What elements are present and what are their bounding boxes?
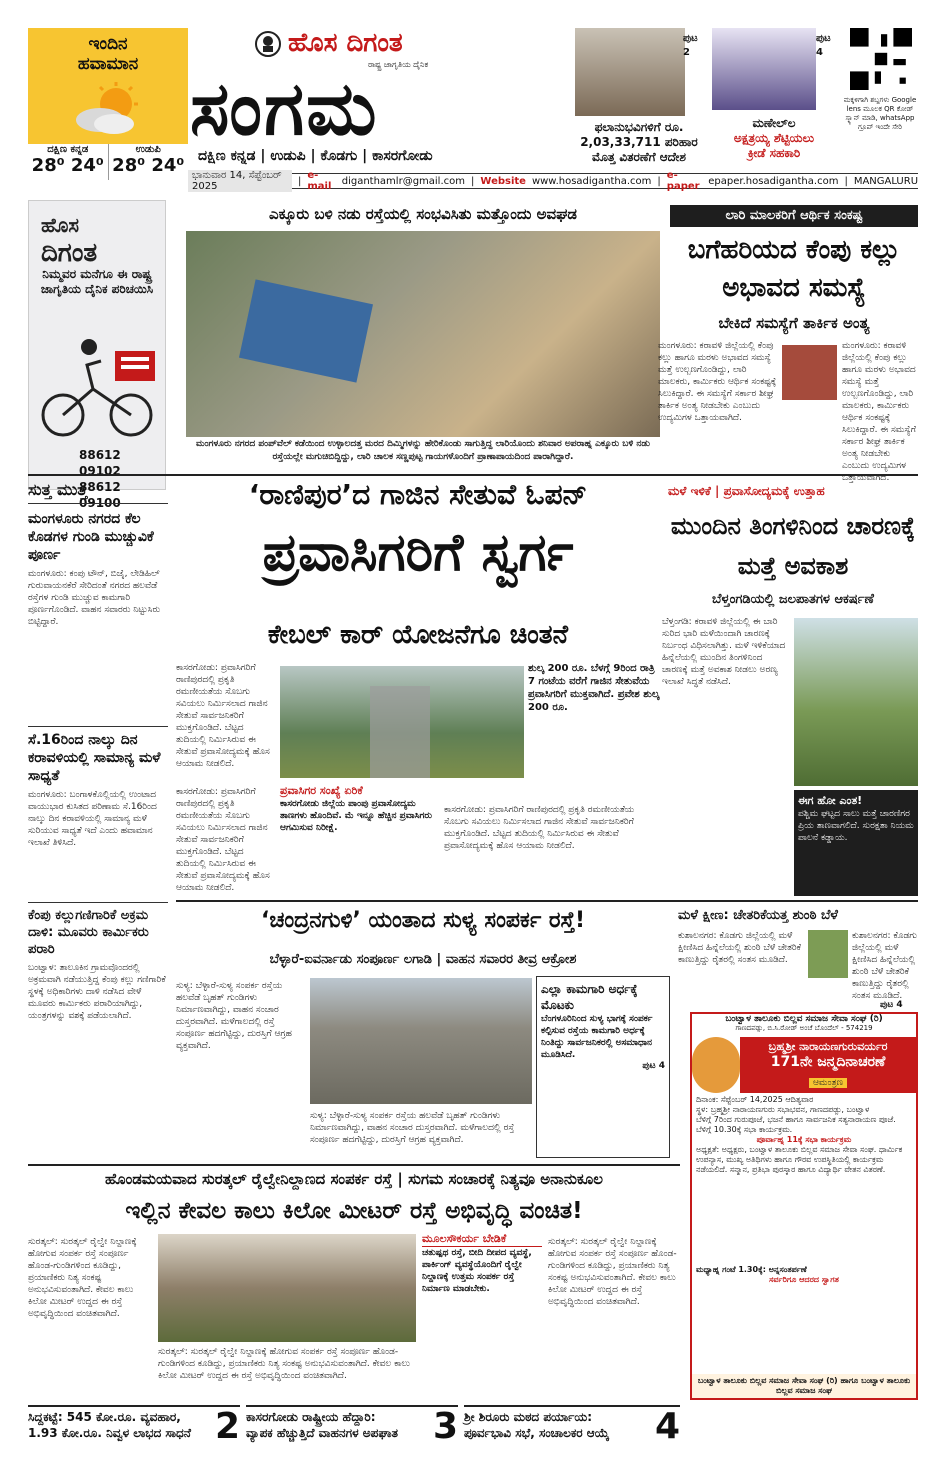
qr-caption: ಮಕ್ಕಳಿಗಾಗಿ ಶಬ್ದಗಳು Google lens ಮೂಲಕ QR ಕೋಡ್ ಸ್ಕ್ಯಾನ್ ಮಾಡಿ, whatsApp ಗ್ರೂಪ್ ಇಂದೇ ಸೇರಿ [843, 96, 917, 131]
story1-caption: ಮಂಗಳೂರು ನಗರದ ಪಂಪ್‌ವೆಲ್ ಕಡೆಯಿಂದ ಉಳ್ಳಾಲದತ್ತ ಮರದ ದಿಮ್ಮಿಗಳನ್ನು ಹೇರಿಕೊಂಡು ಸಾಗುತ್ತಿದ್ದ ಲಾರಿಯೊಂದು ಶನಿವಾರ ಅಪರಾಹ್ನ ಎಕ್ಕೂರು ಬಳಿ ನಡು ರಸ್ತೆಯಲ್ಲೇ ಮಗುಚಿಬಿದ್ದಿದ್ದು, ಲಾರಿ ಚಾಲಕ ಸಣ್ಣಪುಟ್ಟ ಗಾಯಗಳೊಂದಿಗೆ ಪ್ರಾಣಾಪಾಯದಿಂದ ಪಾರಾಗಿದ್ದಾರೆ. [196, 439, 650, 462]
email-link[interactable]: diganthamlr@gmail.com [341, 175, 466, 187]
story3-kicker: ಮಳೆ ಇಳಿಕೆ | ಪ್ರವಾಸೋದ್ಯಮಕ್ಕೆ ಉತ್ತಾಹ [668, 484, 825, 498]
notice-venue: ಸ್ಥಳ: ಬ್ರಹ್ಮಶ್ರೀ ನಾರಾಯಣಗುರು ಸಭಾಭವನ, ಗಾಣದಪಡ್ಪು, ಬಂಟ್ವಾಳ [696, 1105, 870, 1114]
teaser-line: ವ್ಯಾಪಕ ಹೆಚ್ಚುತ್ತಿದೆ ವಾಹನಗಳ ಅಪಘಾತ [246, 1426, 398, 1440]
epaper-label: e-paper [666, 170, 700, 192]
notice-date: ದಿನಾಂಕ: ಸೆಪ್ಟೆಂಬರ್ 14,2025 ಆದಿತ್ಯವಾರ [696, 1095, 814, 1104]
lead-headline: ಪ್ರವಾಸಿಗರಿಗೆ ಸ್ವರ್ಗ [262, 523, 574, 583]
story2-subhead: ಬೇಕಿದೆ ಸಮಸ್ಯೆಗೆ ತಾರ್ಕಿಕ ಅಂತ್ಯ [718, 314, 870, 332]
story2-body-col2: ಮಂಗಳೂರು: ಕರಾವಳಿ ಜಿಲ್ಲೆಯಲ್ಲಿ ಕೆಂಪು ಕಲ್ಲು ಹಾಗೂ ಮರಳು ಅಭಾವದ ಸಮಸ್ಯೆ ಮತ್ತೆ ಉಲ್ಬಣಗೊಂಡಿದ್ದು, ಲಾರಿ ಮಾಲಕರು, ಕಾರ್ಮಿಕರು ಆರ್ಥಿಕ ಸಂಕಷ್ಟಕ್ಕೆ ಸಿಲುಕಿದ್ದಾರೆ. ಈ ಸಮಸ್ಯೆಗೆ ಸರ್ಕಾರ ಶೀಘ್ರ ತಾರ್ಕಿಕ ಅಂತ್ಯ ನೀಡಬೇಕು ಎಂಬುದು ಉದ್ಯಮಿಗಳ ಒತ್ತಾಯವಾಗಿದೆ. [842, 341, 916, 483]
notice-footer: ಸರ್ವರಿಗೂ ಆದರದ ಸ್ವಾಗತ [769, 1275, 839, 1284]
story6-kicker: ಹೊಂಡಮಯವಾದ ಸುರತ್ಕಲ್ ರೈಲ್ವೇನಿಲ್ದಾಣದ ಸಂಪರ್ಕ ರಸ್ತೆ | ಸುಗಮ ಸಂಚಾರಕ್ಕೆ ನಿತ್ಯವೂ ಅನಾನುಕೂಲ [105, 1170, 603, 1188]
column-item-2[interactable] [28, 726, 168, 899]
story1-kicker: ಎಕ್ಕೂರು ಬಳಿ ನಡು ರಸ್ತೆಯಲ್ಲಿ ಸಂಭವಿಸಿತು ಮತ್ತೊಂದು ಅವಘಡ [269, 205, 577, 223]
story6-box-title: ಮೂಲಸೌಕರ್ಯ ಬೇಡಿಕೆ [422, 1232, 542, 1247]
story2-headline: ಬಗೆಹರಿಯದ ಕೆಂಪು ಕಲ್ಲು ಅಭಾವದ ಸಮಸ್ಯೆ [687, 235, 901, 303]
story3-box-body: ಪಶ್ಚಿಮ ಘಟ್ಟದ ಸಾಲು ಮತ್ತೆ ಚಾರಣಿಗರ ಪ್ರಿಯ ತಾಣವಾಗಲಿದೆ. ಸುರಕ್ಷತಾ ನಿಯಮ ಪಾಲನೆ ಕಡ್ಡಾಯ. [798, 809, 914, 843]
sidebox-title: ಪ್ರವಾಸಿಗರ ಸಂಖ್ಯೆ ಏರಿಕೆ [280, 784, 363, 797]
notice-org-footer: ಬಂಟ್ವಾಳ ತಾಲೂಕು ಬಿಲ್ಲವ ಸಮಾಜ ಸೇವಾ ಸಂಘ (ರಿ) ಹಾಗೂ ಬಂಟ್ವಾಳ ತಾಲೂಕು ಬಿಲ್ಲವ ಸಮಾಜ ಸಂಘ [692, 1374, 916, 1398]
story6-headline: ಇಲ್ಲಿನ ಕೇವಲ ಕಾಲು ಕಿಲೋ ಮೀಟರ್ ರಸ್ತೆ ಅಭಿವೃದ್ಧಿ ವಂಚಿತ! [125, 1198, 583, 1224]
city-temp: 28⁰ 24⁰ [31, 155, 104, 176]
top-box-2-caption [712, 116, 836, 161]
continued-page[interactable]: ಪುಟ 4 [642, 1061, 665, 1071]
date-bar: ಭಾನುವಾರ 14, ಸೆಪ್ಟೆಂಬರ್ 2025 | e-mail diganthamlr@gmail.com | Website www.hosadigantha.com | e-paper epaper.hosadigantha.com | MANGALURU [188, 173, 918, 189]
overturned-truck [239, 279, 373, 382]
epaper-link[interactable]: epaper.hosadigantha.com [708, 175, 839, 187]
story3-kicker-1: ಮಳೆ ಇಳಿಕೆ [668, 484, 711, 498]
caption-line: ಫಲಾನುಭವಿಗಳಿಗೆ ರೂ. [594, 120, 684, 134]
lead-body-col3: ಕಾಸರಗೋಡು: ಪ್ರವಾಸಿಗರಿಗೆ ರಾಣಿಪುರದಲ್ಲಿ ಪ್ರಕೃತಿ ರಮಣೀಯತೆಯ ಸೊಬಗು ಸವಿಯಲು ನಿರ್ಮಿಸಲಾದ ಗಾಜಿನ ಸೇತುವೆ ಸಾರ್ವಜನಿಕರಿಗೆ ಮುಕ್ತಗೊಂಡಿದೆ. ಬೆಟ್ಟದ ತುದಿಯಲ್ಲಿ ನಿರ್ಮಿಸಿರುವ ಈ ಸೇತುವೆ ಪ್ರವಾಸೋದ್ಯಮಕ್ಕೆ ಹೊಸ ಆಯಾಮ ನೀಡಲಿದೆ. [444, 805, 635, 851]
story4-box-title: ಎಲ್ಲಾ ಕಾಮಗಾರಿ ಅರ್ಧಕ್ಕೆ ಮೊಟಕು [541, 982, 638, 1012]
story2-body: ಮಂಗಳೂರು: ಕರಾವಳಿ ಜಿಲ್ಲೆಯಲ್ಲಿ ಕೆಂಪು ಕಲ್ಲು ಹಾಗೂ ಮರಳು ಅಭಾವದ ಸಮಸ್ಯೆ ಮತ್ತೆ ಉಲ್ಬಣಗೊಂಡಿದ್ದು, ಲಾರಿ ಮಾಲಕರು, ಕಾರ್ಮಿಕರು ಆರ್ಥಿಕ ಸಂಕಷ್ಟಕ್ಕೆ ಸಿಲುಕಿದ್ದಾರೆ. ಈ ಸಮಸ್ಯೆಗೆ ಸರ್ಕಾರ ಶೀಘ್ರ ತಾರ್ಕಿಕ ಅಂತ್ಯ ನೀಡಬೇಕು ಎಂಬುದು ಉದ್ಯಮಿಗಳ ಒತ್ತಾಯವಾಗಿದೆ. [658, 341, 777, 423]
edition-city: MANGALURU [853, 175, 919, 187]
story2-kicker: ಲಾರಿ ಮಾಲಕರಿಗೆ ಆರ್ಥಿಕ ಸಂಕಷ್ಟ [670, 205, 918, 227]
story5-headline: ಮಳೆ ಕ್ಷೀಣ: ಚೇತರಿಕೆಯತ್ತ ಶುಂಠಿ ಬೆಳೆ [678, 908, 838, 923]
station-road-photo [158, 1234, 416, 1342]
city-temp: 28⁰ 24⁰ [112, 155, 185, 176]
notice-lunch: ಮಧ್ಯಾಹ್ನ ಗಂಟೆ 1.30ಕ್ಕೆ: ಅನ್ನಸಂತರ್ಪಣೆ [696, 1265, 807, 1274]
ad-phone-1[interactable]: 88612 09102 [79, 448, 121, 478]
sidebox-body: ಕಾಸರಗೋಡು ಜಿಲ್ಲೆಯ ಪಾಂಪು ಪ್ರವಾಸೋದ್ಯಮ ತಾಣಗಳು ಹೊಂದಿವೆ. ಮೆ ಇನ್ನೂ ಹೆಚ್ಚಿನ ಪ್ರವಾಸಿಗರು ಆಗಮಿಸುವ ನಿರೀಕ್ಷೆ. [280, 799, 432, 833]
story6-box [420, 1230, 544, 1398]
city-name: ಉಡುಪಿ [135, 144, 161, 155]
caption-line: ಮೊತ್ತ ವಿತರಣೆಗೆ ಆದೇಶ [592, 150, 686, 164]
teaser-line: ಕಾಸರಗೋಡು ರಾಷ್ಟ್ರೀಯ ಹೆದ್ದಾರಿ: [246, 1410, 376, 1424]
teaser-page-number: 2 [214, 1406, 240, 1447]
teaser-page-number: 3 [432, 1406, 458, 1447]
masthead-top: ಹೊಸ ದಿಗಂತ [288, 28, 403, 58]
lead-body: ಕಾಸರಗೋಡು: ಪ್ರವಾಸಿಗರಿಗೆ ರಾಣಿಪುರದಲ್ಲಿ ಪ್ರಕೃತಿ ರಮಣೀಯತೆಯ ಸೊಬಗು ಸವಿಯಲು ನಿರ್ಮಿಸಲಾದ ಗಾಜಿನ ಸೇತುವೆ ಸಾರ್ವಜನಿಕರಿಗೆ ಮುಕ್ತಗೊಂಡಿದೆ. ಬೆಟ್ಟದ ತುದಿಯಲ್ಲಿ ನಿರ್ಮಿಸಿರುವ ಈ ಸೇತುವೆ ಪ್ರವಾಸೋದ್ಯಮಕ್ಕೆ ಹೊಸ ಆಯಾಮ ನೀಡಲಿದೆ. [176, 663, 270, 769]
masthead-regions: ದಕ್ಷಿಣ ಕನ್ನಡ | ಉಡುಪಿ | ಕೊಡಗು | ಕಾಸರಗೋಡು [198, 148, 433, 164]
cyclist-icon [35, 331, 163, 441]
glass-bridge-photo [280, 666, 524, 778]
column-body: ಮಂಗಳೂರು: ಬಂಗಾಳಕೊಲ್ಲಿಯಲ್ಲಿ ಉಂಟಾದ ವಾಯುಭಾರ ಕುಸಿತದ ಪರಿಣಾಮ ಸೆ.16ರಿಂದ ನಾಲ್ಕು ದಿನ ಕರಾವಳಿಯಲ್ಲಿ ಸಾಮಾನ್ಯ ಮಳೆ ಸುರಿಯುವ ಸಾಧ್ಯತೆ ಇದೆ ಎಂದು ಹವಾಮಾನ ಇಲಾಖೆ ತಿಳಿಸಿದೆ. [28, 790, 157, 848]
weather-city-dk [28, 144, 109, 180]
story6-body-col2: ಸುರತ್ಕಲ್: ಸುರತ್ಕಲ್ ರೈಲ್ವೇ ನಿಲ್ದಾಣಕ್ಕೆ ಹೋಗುವ ಸಂಪರ್ಕ ರಸ್ತೆ ಸಂಪೂರ್ಣ ಹೊಂಡ-ಗುಂಡಿಗಳಿಂದ ಕೂಡಿದ್ದು, ಪ್ರಯಾಣಿಕರು ನಿತ್ಯ ಸಂಕಷ್ಟ ಅನುಭವಿಸುವಂತಾಗಿದೆ. ಕೇವಲ ಕಾಲು ಕಿಲೋ ಮೀಟರ್ ಉದ್ದದ ಈ ರಸ್ತೆ ಅಭಿವೃದ್ಧಿಯಿಂದ ವಂಚಿತವಾಗಿದೆ. [158, 1347, 411, 1381]
guru-portrait [692, 1037, 740, 1093]
sun-cloud-icon [74, 80, 144, 140]
jayanti-notice-ad [690, 1012, 918, 1400]
page-ref: ಪುಟ 2 [683, 33, 698, 58]
lead-subhead: ಕೇಬಲ್ ಕಾರ್ ಯೋಜನೆಗೂ ಚಿಂತನೆ [267, 620, 569, 650]
newspaper-logo-icon [254, 30, 282, 58]
story4-subhead: ಬೆಳ್ಳಾರೆ-ಐವರ್ನಾಡು ಸಂಪೂರ್ಣ ಲಗಾಡಿ | ವಾಹನ ಸವಾರರ ತೀವ್ರ ಆಕ್ರೋಶ [269, 952, 577, 967]
page-ref: ಪುಟ 4 [816, 33, 831, 58]
top-box-2-photo [712, 28, 816, 110]
teaser-page-number: 4 [654, 1406, 680, 1447]
teaser-line: 1.93 ಕೋ.ರೂ. ನಿವ್ವಳ ಲಾಭದ ಸಾಧನೆ [28, 1426, 191, 1440]
ad-tagline: ನಿಮ್ಮವರ ಮನೆಗೂ ಈ ರಾಷ್ಟ್ರ ಜಾಗೃತಿಯ ದೈನಿಕ ಪರಿಚಯಿಸಿ [40, 267, 154, 296]
ad-phone-2[interactable]: 88612 09100 [79, 480, 121, 510]
story5-body: ಕುಶಾಲನಗರ: ಕೊಡಗು ಜಿಲ್ಲೆಯಲ್ಲಿ ಮಳೆ ಕ್ಷೀಣಿಸಿದ ಹಿನ್ನೆಲೆಯಲ್ಲಿ ಶುಂಠಿ ಬೆಳೆ ಚೇತರಿಕೆ ಕಾಣುತ್ತಿದ್ದು ರೈತರಲ್ಲಿ ಸಂತಸ ಮೂಡಿದೆ. [678, 931, 802, 965]
section-divider [176, 900, 918, 902]
story3-box [794, 790, 918, 896]
website-label: Website [480, 175, 526, 187]
weather-box [28, 28, 188, 180]
website-link[interactable]: www.hosadigantha.com [531, 175, 652, 187]
section-divider [28, 474, 918, 476]
bottom-teaser-1[interactable] [28, 1405, 240, 1445]
column-headline: ಕೆಂಪು ಕಲ್ಲುಗಣಿಗಾರಿಕೆ ಅಕ್ರಮ ದಾಳಿ: ಮೂವರು ಕಾರ್ಮಿಕರು ಪರಾರಿ [28, 908, 149, 957]
story5-body-col2: ಕುಶಾಲನಗರ: ಕೊಡಗು ಜಿಲ್ಲೆಯಲ್ಲಿ ಮಳೆ ಕ್ಷೀಣಿಸಿದ ಹಿನ್ನೆಲೆಯಲ್ಲಿ ಶುಂಠಿ ಬೆಳೆ ಚೇತರಿಕೆ ಕಾಣುತ್ತಿದ್ದು ರೈತರಲ್ಲಿ ಸಂತಸ ಮೂಡಿದೆ. [852, 931, 917, 1001]
story4-box [536, 976, 670, 1158]
column-headline: ಮಂಗಳೂರು ನಗರದ ಕೆಲ ಕೊಡಗಳ ಗುಂಡಿ ಮುಚ್ಚುವಿಕೆ ಪೂರ್ಣ [28, 511, 154, 563]
column-item-1[interactable] [28, 510, 168, 718]
lead-fare-box: ಶುಲ್ಕ 200 ರೂ. ಬೆಳಗ್ಗೆ 9ರಿಂದ ರಾತ್ರಿ 7 ಗಂಟೆಯ ವರೆಗೆ ಗಾಜಿನ ಸೇತುವೆಯ ಪ್ರವಾಸಿಗರಿಗೆ ಮುಕ್ತವಾಗಿದೆ. ಪ್ರವೇಶ ಶುಲ್ಕ 200 ರೂ. [528, 663, 660, 713]
top-box-1-photo [575, 28, 685, 116]
hills-photo [794, 618, 918, 786]
caption-line: ಅಕ್ಷತ್ರಯ್ಯ ಶೆಟ್ಟಿಯಲು [733, 131, 815, 145]
notice-invite: ಆಮಂತ್ರಣ [809, 1078, 847, 1088]
bottom-teaser-3[interactable] [464, 1405, 680, 1445]
notice-title-1: ಬ್ರಹ್ಮಶ್ರೀ ನಾರಾಯಣಗುರುವರ್ಯರ [768, 1040, 888, 1053]
lead-sidebox [280, 784, 440, 894]
notice-address: ಗಾಣದಪಡ್ಪು, ಬಿ.ಸಿ.ರೋಡ್ ಅಂಚೆ ಬೊಂದೆಲ್ - 574219 [735, 1024, 873, 1032]
notice-title-2: 171ನೇ ಜನ್ಮದಿನಾಚರಣೆ [770, 1054, 886, 1070]
story3-subhead: ಬೆಳ್ತಂಗಡಿಯಲ್ಲಿ ಜಲಪಾತಗಳ ಆಕರ್ಷಣೆ [712, 592, 874, 607]
column-title: ಸುತ್ತ ಮುತ್ತ [28, 480, 168, 504]
email-label: e-mail [307, 170, 332, 192]
ad-brand-1: ಹೊಸ [41, 213, 80, 237]
teaser-line: ಶ್ರೀ ಶಿರೂರು ಮಠದ ಪರ್ಯಾಯ: [464, 1410, 592, 1424]
story3-box-title: ಈಗ ಹೋ ಎಂತ! [798, 794, 863, 807]
truck-accident-photo [186, 231, 660, 437]
lead-kicker: ‘ರಾಣಿಪುರ’ದ ಗಾಜಿನ ಸೇತುವೆ ಓಪನ್ [248, 478, 588, 511]
notice-guests: ಅಧ್ಯಕ್ಷತೆ: ಅಧ್ಯಕ್ಷರು, ಬಂಟ್ವಾಳ ತಾಲೂಕು ಬಿಲ್ಲವ ಸಮಾಜ ಸೇವಾ ಸಂಘ. ಧಾರ್ಮಿಕ ಉಪನ್ಯಾಸ, ಮುಖ್ಯ ಅತಿಥಿಗಳು ಹಾಗೂ ಗೌರವ ಉಪಸ್ಥಿತಿಯಲ್ಲಿ ಕಾರ್ಯಕ್ರಮ ನಡೆಯಲಿದೆ. ಸನ್ಮಾನ, ಪ್ರತಿಭಾ ಪುರಸ್ಕಾರ ಹಾಗೂ ವಿದ್ಯಾರ್ಥಿ ವೇತನ ವಿತರಣೆ. [696, 1145, 903, 1174]
section-divider [28, 1164, 680, 1166]
masthead-title: ಸಂಗಮ [190, 66, 379, 152]
notice-sabha: ಪೂರ್ವಾಹ್ನ 11ಕ್ಕೆ ಸಭಾ ಕಾರ್ಯಕ್ರಮ [756, 1135, 852, 1144]
qr-code-icon[interactable] [850, 28, 912, 90]
city-name: ದಕ್ಷಿಣ ಕನ್ನಡ [47, 144, 89, 155]
top-box-2[interactable] [712, 28, 836, 171]
caption-line: ಕ್ರೀಡೆ ಸಹಕಾರಿ [747, 146, 801, 160]
ginger-farm-photo [808, 930, 848, 978]
story4-body-col2: ಸುಳ್ಯ: ಬೆಳ್ಳಾರೆ-ಸುಳ್ಯ ಸಂಪರ್ಕ ರಸ್ತೆಯ ಹಲವೆಡೆ ಬೃಹತ್ ಗುಂಡಿಗಳು ನಿರ್ಮಾಣವಾಗಿದ್ದು, ವಾಹನ ಸಂಚಾರ ದುಸ್ತರವಾಗಿದೆ. ಮಳೆಗಾಲದಲ್ಲಿ ರಸ್ತೆ ಸಂಪೂರ್ಣ ಹದಗೆಟ್ಟಿದ್ದು, ದುರಸ್ತಿಗೆ ಆಗ್ರಹ ವ್ಯಕ್ತವಾಗಿದೆ. [310, 1111, 515, 1145]
subscription-ad[interactable] [28, 200, 166, 510]
story3-kicker-2: ಪ್ರವಾಸೋದ್ಯಮಕ್ಕೆ ಉತ್ತಾಹ [723, 484, 825, 498]
weather-title-2: ಹವಾಮಾನ [77, 54, 139, 74]
issue-date: ಭಾನುವಾರ 14, ಸೆಪ್ಟೆಂಬರ್ 2025 [188, 170, 292, 192]
story3-headline: ಮುಂದಿನ ತಿಂಗಳಿನಿಂದ ಚಾರಣಕ್ಕೆ ಮತ್ತೆ ಅವಕಾಶ [670, 512, 916, 580]
column-item-3[interactable] [28, 902, 168, 1142]
story4-body: ಸುಳ್ಯ: ಬೆಳ್ಳಾರೆ-ಸುಳ್ಯ ಸಂಪರ್ಕ ರಸ್ತೆಯ ಹಲವೆಡೆ ಬೃಹತ್ ಗುಂಡಿಗಳು ನಿರ್ಮಾಣವಾಗಿದ್ದು, ವಾಹನ ಸಂಚಾರ ದುಸ್ತರವಾಗಿದೆ. ಮಳೆಗಾಲದಲ್ಲಿ ರಸ್ತೆ ಸಂಪೂರ್ಣ ಹದಗೆಟ್ಟಿದ್ದು, ದುರಸ್ತಿಗೆ ಆಗ್ರಹ ವ್ಯಕ್ತವಾಗಿದೆ. [176, 981, 292, 1051]
story6-body: ಸುರತ್ಕಲ್: ಸುರತ್ಕಲ್ ರೈಲ್ವೇ ನಿಲ್ದಾಣಕ್ಕೆ ಹೋಗುವ ಸಂಪರ್ಕ ರಸ್ತೆ ಸಂಪೂರ್ಣ ಹೊಂಡ-ಗುಂಡಿಗಳಿಂದ ಕೂಡಿದ್ದು, ಪ್ರಯಾಣಿಕರು ನಿತ್ಯ ಸಂಕಷ್ಟ ಅನುಭವಿಸುವಂತಾಗಿದೆ. ಕೇವಲ ಕಾಲು ಕಿಲೋ ಮೀಟರ್ ಉದ್ದದ ಈ ರಸ್ತೆ ಅಭಿವೃದ್ಧಿಯಿಂದ ವಂಚಿತವಾಗಿದೆ. [28, 1237, 137, 1319]
notice-program: ಬೆಳಿಗ್ಗೆ 7ರಿಂದ ಗುರುಪೂಜೆ, ಭಜನೆ ಹಾಗೂ ಸಾರ್ವಜನಿಕ ಸತ್ಯನಾರಾಯಣ ಪೂಜೆ. ಬೆಳಿಗ್ಗೆ 10.30ಕ್ಕೆ ಸಭಾ ಕಾರ್ಯಕ್ರಮ. [696, 1115, 896, 1134]
top-box-1[interactable] [575, 28, 703, 171]
column-body: ಮಂಗಳೂರು: ಕಂಪು ಟೌನ್, ಬಿಜೈ, ಲೇಡಿಹಿಲ್ ಗುರುವಾಯನಕೆರೆ ಸೇರಿದಂತೆ ನಗರದ ಹಲವೆಡೆ ರಸ್ತೆಗಳ ಗುಂಡಿ ಮುಚ್ಚುವ ಕಾಮಗಾರಿ ಪೂರ್ಣಗೊಂಡಿದೆ. ವಾಹನ ಸವಾರರು ನಿಟ್ಟುಸಿರು ಬಿಟ್ಟಿದ್ದಾರೆ. [28, 569, 161, 627]
continued-page[interactable]: ಪುಟ 4 [880, 1000, 903, 1010]
story4-box-body: ಬೆಂಗಳೂರಿನಿಂದ ಸುಳ್ಯ ಭಾಗಕ್ಕೆ ಸಂಪರ್ಕ ಕಲ್ಪಿಸುವ ರಸ್ತೆಯ ಕಾಮಗಾರಿ ಅರ್ಧಕ್ಕೆ ನಿಂತಿದ್ದು ಸಾರ್ವಜನಿಕರಲ್ಲಿ ಅಸಮಾಧಾನ ಮೂಡಿಸಿದೆ. [541, 1014, 653, 1060]
masthead-tagline: ರಾಷ್ಟ್ರ ಜಾಗೃತಿಯ ದೈನಿಕ [368, 60, 429, 69]
caption-line: ಮಣೇಲ್‌ಲ [752, 116, 796, 130]
weather-city-udupi [109, 144, 189, 180]
column-body: ಬಂಟ್ವಾಳ: ತಾಲೂಕಿನ ಗ್ರಾಮವೊಂದರಲ್ಲಿ ಅಕ್ರಮವಾಗಿ ನಡೆಯುತ್ತಿದ್ದ ಕೆಂಪು ಕಲ್ಲು ಗಣಿಗಾರಿಕೆ ಸ್ಥಳಕ್ಕೆ ಅಧಿಕಾರಿಗಳು ದಾಳಿ ನಡೆಸಿದ ವೇಳೆ ಮೂವರು ಕಾರ್ಮಿಕರು ಪರಾರಿಯಾಗಿದ್ದು, ಯಂತ್ರಗಳನ್ನು ವಶಕ್ಕೆ ಪಡೆಯಲಾಗಿದೆ. [28, 963, 166, 1021]
qr-box[interactable] [842, 28, 918, 171]
caption-line: 2,03,33,711 ಪರಿಹಾರ [580, 135, 698, 149]
teaser-line: ಪೂರ್ವಭಾವಿ ಸಭೆ, ಸಂಚಾಲಕರ ಆಯ್ಕೆ [464, 1426, 610, 1440]
laterite-photo [782, 345, 837, 400]
ad-brand-2: ದಿಗಂತ [41, 238, 98, 268]
weather-title-1: ಇಂದಿನ [88, 34, 128, 54]
top-box-1-caption [575, 120, 703, 165]
notice-org: ಬಂಟ್ವಾಳ ತಾಲೂಕು ಬಿಲ್ಲವ ಸಮಾಜ ಸೇವಾ ಸಂಘ (ರಿ) [725, 1014, 883, 1024]
lead-body-col1: ಕಾಸರಗೋಡು: ಪ್ರವಾಸಿಗರಿಗೆ ರಾಣಿಪುರದಲ್ಲಿ ಪ್ರಕೃತಿ ರಮಣೀಯತೆಯ ಸೊಬಗು ಸವಿಯಲು ನಿರ್ಮಿಸಲಾದ ಗಾಜಿನ ಸೇತುವೆ ಸಾರ್ವಜನಿಕರಿಗೆ ಮುಕ್ತಗೊಂಡಿದೆ. ಬೆಟ್ಟದ ತುದಿಯಲ್ಲಿ ನಿರ್ಮಿಸಿರುವ ಈ ಸೇತುವೆ ಪ್ರವಾಸೋದ್ಯಮಕ್ಕೆ ಹೊಸ ಆಯಾಮ ನೀಡಲಿದೆ. [176, 787, 270, 893]
potholed-road-photo [310, 978, 532, 1104]
story3-body: ಬೆಳ್ತಂಗಡಿ: ಕರಾವಳಿ ಜಿಲ್ಲೆಯಲ್ಲಿ ಈ ಬಾರಿ ಸುರಿದ ಭಾರಿ ಮಳೆಯಿಂದಾಗಿ ಚಾರಣಕ್ಕೆ ನಿರ್ಬಂಧ ವಿಧಿಸಲಾಗಿತ್ತು. ಮಳೆ ಇಳಿಕೆಯಾದ ಹಿನ್ನೆಲೆಯಲ್ಲಿ ಮುಂದಿನ ತಿಂಗಳಿನಿಂದ ಚಾರಣಕ್ಕೆ ಮತ್ತೆ ಅವಕಾಶ ನೀಡಲು ಅರಣ್ಯ ಇಲಾಖೆ ಸಿದ್ಧತೆ ನಡೆಸಿದೆ. [662, 617, 786, 687]
story4-headline: ‘ಚಂದ್ರನಗುಳಿ’ ಯಂತಾದ ಸುಳ್ಯ ಸಂಪರ್ಕ ರಸ್ತೆ! [261, 908, 585, 933]
teaser-line: ಸಿದ್ದಕಟ್ಟೆ: 545 ಕೋ.ರೂ. ವ್ಯವಹಾರ, [28, 1410, 181, 1424]
story6-box-body: ಚತುಷ್ಪಥ ರಸ್ತೆ, ಬೀದಿ ದೀಪದ ವ್ಯವಸ್ಥೆ, ಪಾರ್ಕಿಂಗ್ ವ್ಯವಸ್ಥೆಯೊಂದಿಗೆ ರೈಲ್ವೇ ನಿಲ್ದಾಣಕ್ಕೆ ಉತ್ತಮ ಸಂಪರ್ಕ ರಸ್ತೆ ನಿರ್ಮಾಣ ಮಾಡಬೇಕು. [422, 1248, 532, 1294]
bottom-teaser-2[interactable] [246, 1405, 458, 1445]
story6-body-col3: ಸುರತ್ಕಲ್: ಸುರತ್ಕಲ್ ರೈಲ್ವೇ ನಿಲ್ದಾಣಕ್ಕೆ ಹೋಗುವ ಸಂಪರ್ಕ ರಸ್ತೆ ಸಂಪೂರ್ಣ ಹೊಂಡ-ಗುಂಡಿಗಳಿಂದ ಕೂಡಿದ್ದು, ಪ್ರಯಾಣಿಕರು ನಿತ್ಯ ಸಂಕಷ್ಟ ಅನುಭವಿಸುವಂತಾಗಿದೆ. ಕೇವಲ ಕಾಲು ಕಿಲೋ ಮೀಟರ್ ಉದ್ದದ ಈ ರಸ್ತೆ ಅಭಿವೃದ್ಧಿಯಿಂದ ವಂಚಿತವಾಗಿದೆ. [548, 1237, 677, 1307]
column-headline: ಸೆ.16ರಿಂದ ನಾಲ್ಕು ದಿನ ಕರಾವಳಿಯಲ್ಲಿ ಸಾಮಾನ್ಯ ಮಳೆ ಸಾಧ್ಯತೆ [28, 732, 161, 784]
